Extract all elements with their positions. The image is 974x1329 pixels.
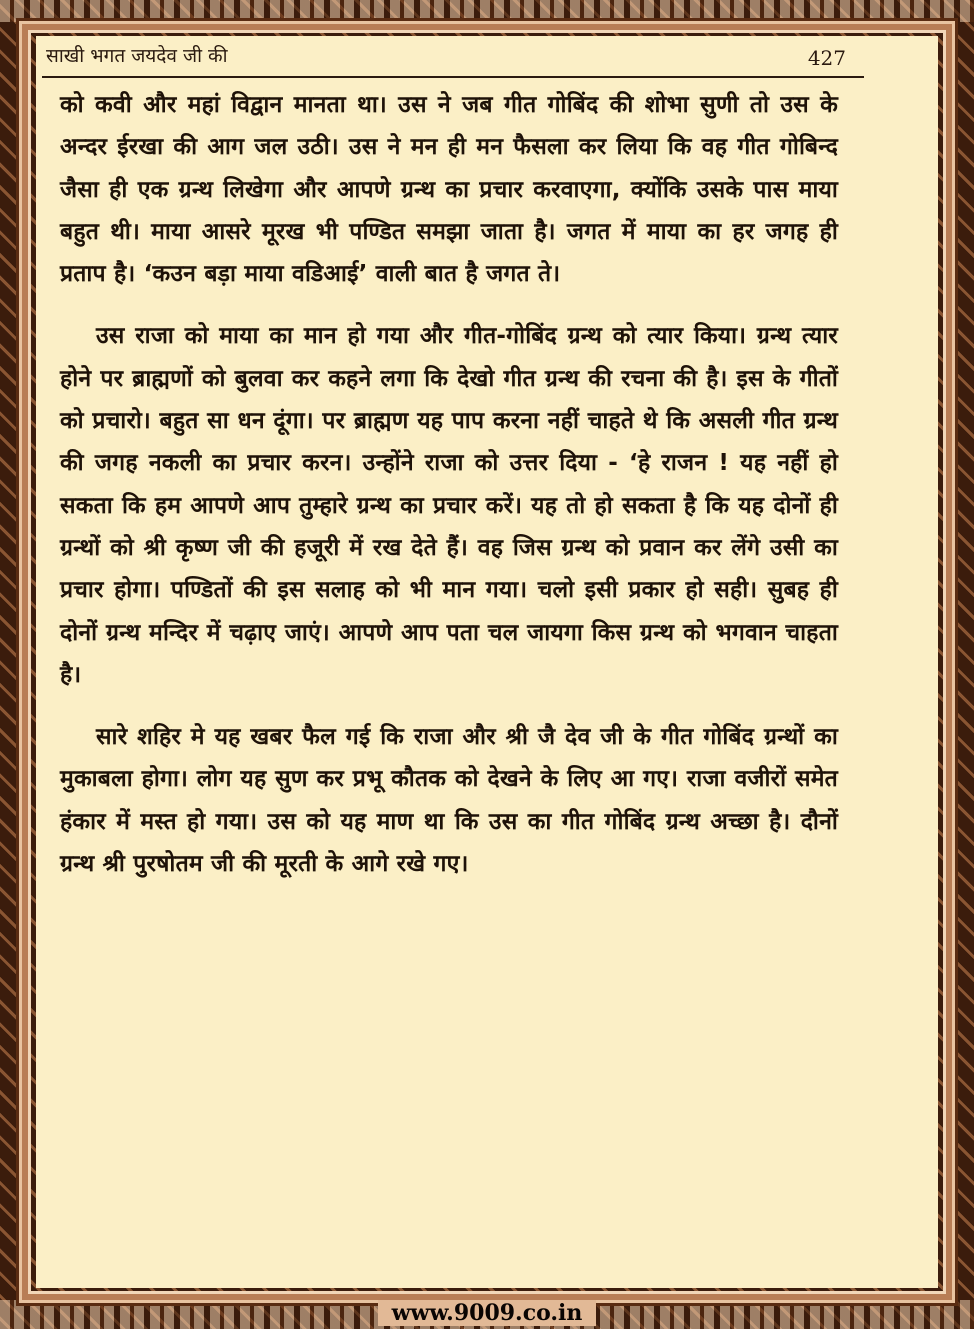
- header-divider: [42, 76, 864, 78]
- paragraph-1: को कवी और महां विद्वान मानता था। उस ने जब गीत गोबिंद की शोभा सुणी तो उस के अन्दर ईरखा की आग जल उठी। उस ने मन ही मन फैसला कर लिया कि वह गीत गोबिन्द जैसा ही एक ग्रन्थ लिखेगा और आपणे ग्रन्थ का प्रचार करवाएगा, क्योंकि उसके पास माया बहुत थी। माया आसरे मूरख भी पण्डित समझा जाता है। जगत में माया का हर जगह ही प्रताप है। ‘कउन बड़ा माया वडिआई’ वाली बात है जगत ते।: [60, 92, 838, 288]
- page-number: 427: [807, 46, 846, 70]
- footer: [0, 1296, 974, 1329]
- running-title: साखी भगत जयदेव जी की: [46, 45, 228, 67]
- website-watermark: www.9009.co.in: [378, 1300, 597, 1326]
- page-header: [46, 38, 846, 78]
- page-body: [60, 84, 838, 885]
- paragraph-3: सारे शहिर मे यह खबर फैल गई कि राजा और श्री जै देव जी के गीत गोबिंद ग्रन्थों का मुकाबला होगा। लोग यह सुण कर प्रभू कौतक को देखने के लिए आ गए। राजा वजीरों समेत हंकार में मस्त हो गया। उस को यह माण था कि उस का गीत गोबिंद ग्रन्थ अच्छा है। दौनों ग्रन्थ श्री पुरषोतम जी की मूरती के आगे रखे गए।: [60, 724, 838, 878]
- frame-top-ornament: [0, 0, 974, 22]
- paragraph-2: उस राजा को माया का मान हो गया और गीत-गोबिंद ग्रन्थ को त्यार किया। ग्रन्थ त्यार होने पर ब्राह्मणों को बुलवा कर कहने लगा कि देखो गीत ग्रन्थ की रचना की है। इस के गीतों को प्रचारो। बहुत सा धन दूंगा। पर ब्राह्मण यह पाप करना नहीं चाहते थे कि असली गीत ग्रन्थ की जगह नकली का प्रचार करन। उन्होंने राजा को उत्तर दिया - ‘हे राजन ! यह नहीं हो सकता कि हम आपणे आप तुम्हारे ग्रन्थ का प्रचार करें। यह तो हो सकता है कि यह दोनों ही ग्रन्थों को श्री कृष्ण जी की हजूरी में रख देते हैं। वह जिस ग्रन्थ को प्रवान कर लेंगे उसी का प्रचार होगा। पण्डितों की इस सलाह को भी मान गया। चलो इसी प्रकार हो सही। सुबह ही दोनों ग्रन्थ मन्दिर में चढ़ाए जाएं। आपणे आप पता चल जायगा किस ग्रन्थ को भगवान चाहता है।: [60, 323, 838, 688]
